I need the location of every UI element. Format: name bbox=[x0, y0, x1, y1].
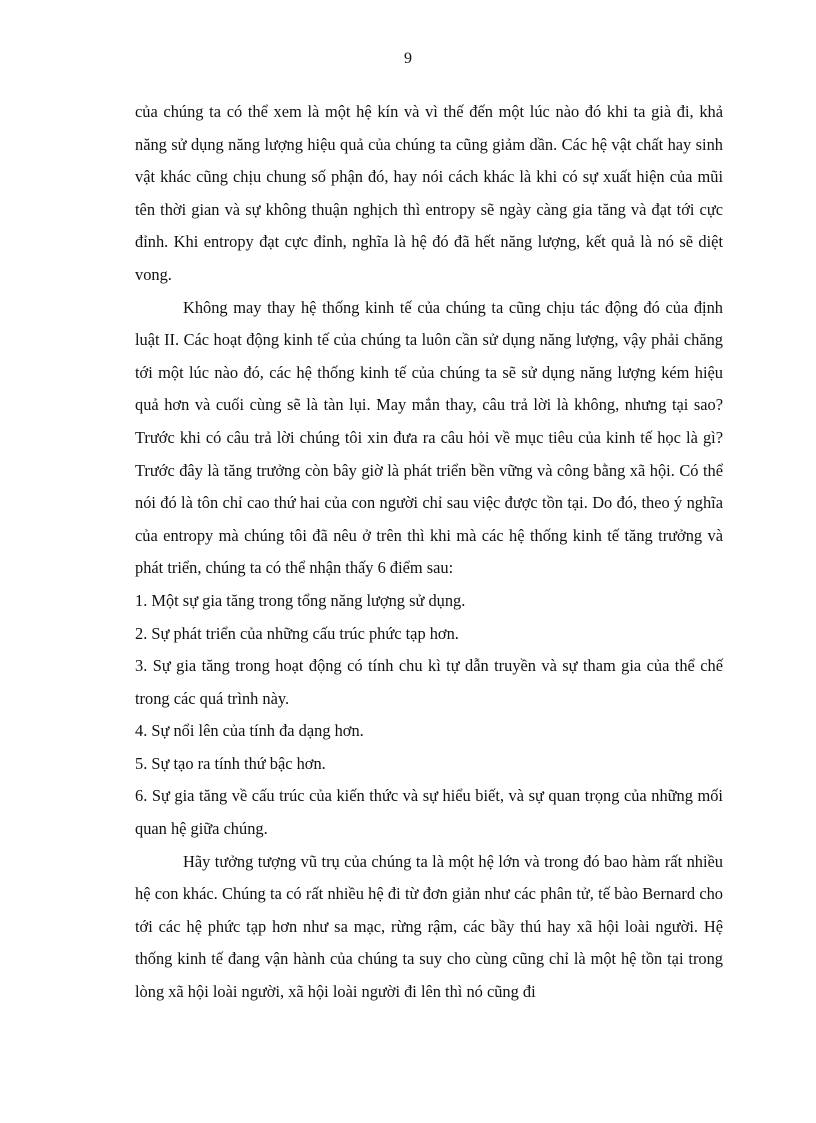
list-item-2: 2. Sự phát triển của những cấu trúc phức tạp hơn. bbox=[135, 623, 459, 643]
list-item-6: 6. Sự gia tăng về cấu trúc của kiến thức và sự hiểu biết, và sự quan trọng của những mối quan hệ giữa chúng. bbox=[135, 786, 723, 839]
list-item-1: 1. Một sự gia tăng trong tổng năng lượng sử dụng. bbox=[135, 590, 466, 610]
paragraph-universe: Hãy tưởng tượng vũ trụ của chúng ta là một hệ lớn và trong đó bao hàm rất nhiều hệ con khác. Chúng ta có rất nhiều hệ đi từ đơn giản như các phân tử, tế bào Bernard cho tới các hệ phức tạp hơn như sa mạc, rừng rậm, các bầy thú hay xã hội loài người. Hệ thống kinh tế đang vận hành của chúng ta suy cho cùng cũng chỉ là một hệ tồn tại trong lòng xã hội loài người, xã hội loài người đi lên thì nó cũng đi bbox=[135, 851, 723, 1002]
body-text bbox=[135, 96, 723, 1009]
paragraph-economic-systems: Không may thay hệ thống kinh tế của chúng ta cũng chịu tác động đó của định luật II. Các hoạt động kinh tế của chúng ta luôn cần sử dụng năng lượng, vậy phải chăng tới một lúc nào đó, các hệ thống kinh tế của chúng ta sẽ sử dụng năng lượng kém hiệu quả hơn và cuối cùng sẽ là tàn lụi. May mắn thay, câu trả lời là không, nhưng tại sao? Trước khi có câu trả lời chúng tôi xin đưa ra câu hỏi về mục tiêu của kinh tế học là gì? Trước đây là tăng trưởng còn bây giờ là phát triển bền vững và công bằng xã hội. Có thể nói đó là tôn chỉ cao thứ hai của con người chỉ sau việc được tồn tại. Do đó, theo ý nghĩa của entropy mà chúng tôi đã nêu ở trên thì khi mà các hệ thống kinh tế tăng trưởng và phát triển, chúng ta có thể nhận thấy 6 điểm sau: bbox=[135, 297, 723, 578]
list-item-3: 3. Sự gia tăng trong hoạt động có tính chu kì tự dẫn truyền và sự tham gia của thể chế trong các quá trình này. bbox=[135, 656, 723, 708]
list-item-4: 4. Sự nổi lên của tính đa dạng hơn. bbox=[135, 721, 364, 741]
page-number: 9 bbox=[404, 50, 412, 67]
paragraph-continuation: của chúng ta có thể xem là một hệ kín và vì thế đến một lúc nào đó khi ta già đi, khả năng sử dụng năng lượng hiệu quả của chúng ta cũng giảm dần. Các hệ vật chất hay sinh vật khác cũng chịu chung số phận đó, hay nói cách khác là khi có sự xuất hiện của mũi tên thời gian và sự không thuận nghịch thì entropy sẽ ngày càng gia tăng và đạt tới cực đỉnh. Khi entropy đạt cực đỉnh, nghĩa là hệ đó đã hết năng lượng, kết quả là nó sẽ diệt vong. bbox=[135, 102, 723, 284]
list-item-5: 5. Sự tạo ra tính thứ bậc hơn. bbox=[135, 753, 326, 773]
